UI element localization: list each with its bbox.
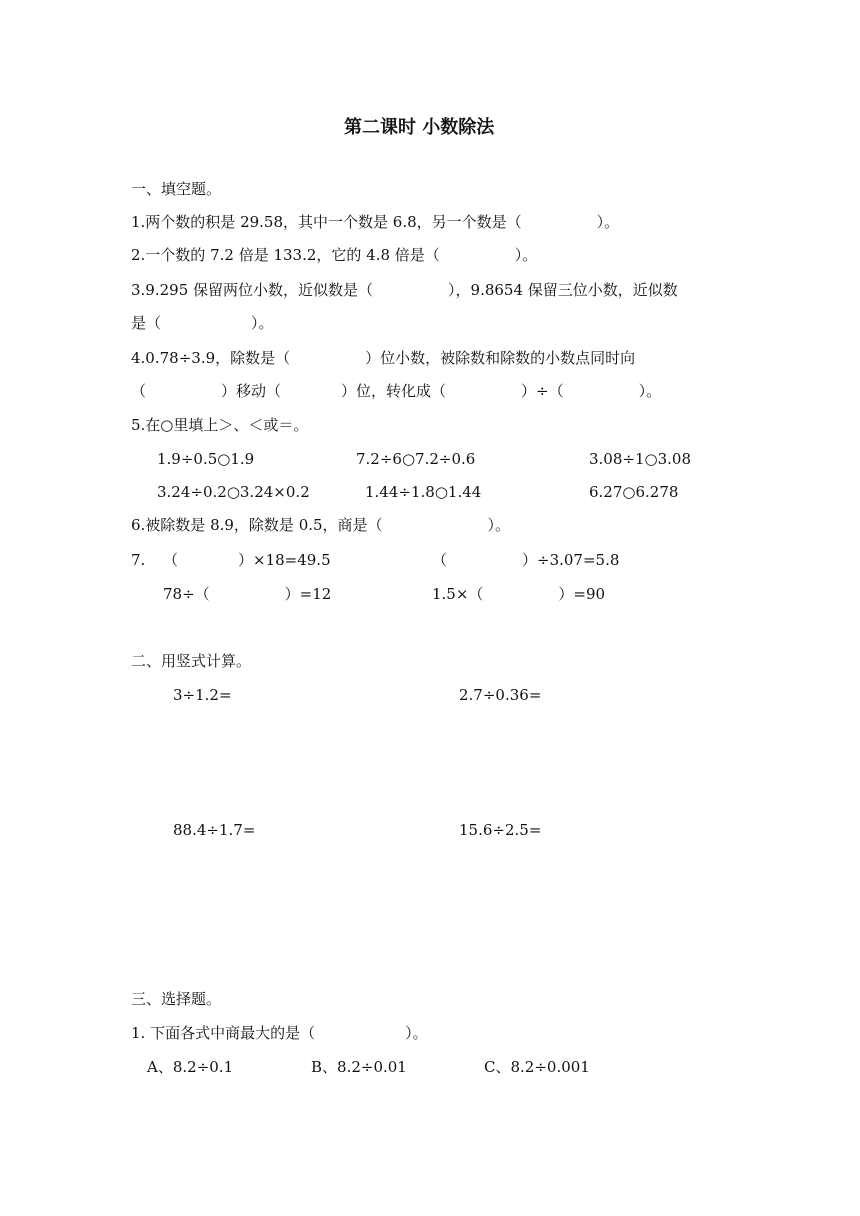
compare-item: 1.9÷0.5○1.9 bbox=[157, 450, 255, 468]
compare-item: 1.44÷1.8○1.44 bbox=[365, 483, 482, 501]
section3-heading: 三、选择题。 bbox=[131, 990, 222, 1008]
choice-option-c: C、8.2÷0.001 bbox=[484, 1058, 590, 1076]
compare-item: 7.2÷6○7.2÷0.6 bbox=[356, 450, 476, 468]
question-7-item: 1.5×（ ）=90 bbox=[432, 585, 606, 603]
question-7-number: 7. bbox=[131, 551, 146, 569]
calc-item: 2.7÷0.36= bbox=[459, 686, 542, 704]
question-7-item: 78÷（ ）=12 bbox=[163, 585, 332, 603]
calc-item: 88.4÷1.7= bbox=[173, 821, 256, 839]
question-4-line2: （ ）移动（ ）位，转化成（ ）÷（ ）。 bbox=[131, 382, 662, 400]
question-6: 6.被除数是 8.9，除数是 0.5，商是（ ）。 bbox=[131, 516, 511, 534]
compare-item: 6.27○6.278 bbox=[589, 483, 679, 501]
choice-option-b: B、8.2÷0.01 bbox=[311, 1058, 407, 1076]
section1-heading: 一、填空题。 bbox=[131, 180, 222, 198]
choice-question-1: 1. 下面各式中商最大的是（ ）。 bbox=[131, 1024, 428, 1042]
compare-item: 3.08÷1○3.08 bbox=[589, 450, 691, 468]
question-3-line1: 3.9.295 保留两位小数，近似数是（ ），9.8654 保留三位小数，近似数 bbox=[131, 281, 678, 299]
question-1: 1.两个数的积是 29.58，其中一个数是 6.8，另一个数是（ ）。 bbox=[131, 213, 620, 231]
calc-item: 3÷1.2= bbox=[173, 686, 232, 704]
question-2: 2.一个数的 7.2 倍是 133.2，它的 4.8 倍是（ ）。 bbox=[131, 246, 538, 264]
choice-option-a: A、8.2÷0.1 bbox=[147, 1058, 234, 1076]
section2-heading: 二、用竖式计算。 bbox=[131, 652, 252, 670]
calc-item: 15.6÷2.5= bbox=[459, 821, 542, 839]
question-4-line1: 4.0.78÷3.9，除数是（ ）位小数，被除数和除数的小数点同时向 bbox=[131, 349, 636, 367]
page-title: 第二课时 小数除法 bbox=[344, 117, 495, 138]
question-7-item: （ ）÷3.07=5.8 bbox=[432, 551, 620, 569]
compare-item: 3.24÷0.2○3.24×0.2 bbox=[157, 483, 310, 501]
question-7-item: （ ）×18=49.5 bbox=[163, 551, 331, 569]
question-3-line2: 是（ ）。 bbox=[131, 314, 274, 332]
question-5-intro: 5.在○里填上＞、＜或＝。 bbox=[131, 416, 309, 434]
